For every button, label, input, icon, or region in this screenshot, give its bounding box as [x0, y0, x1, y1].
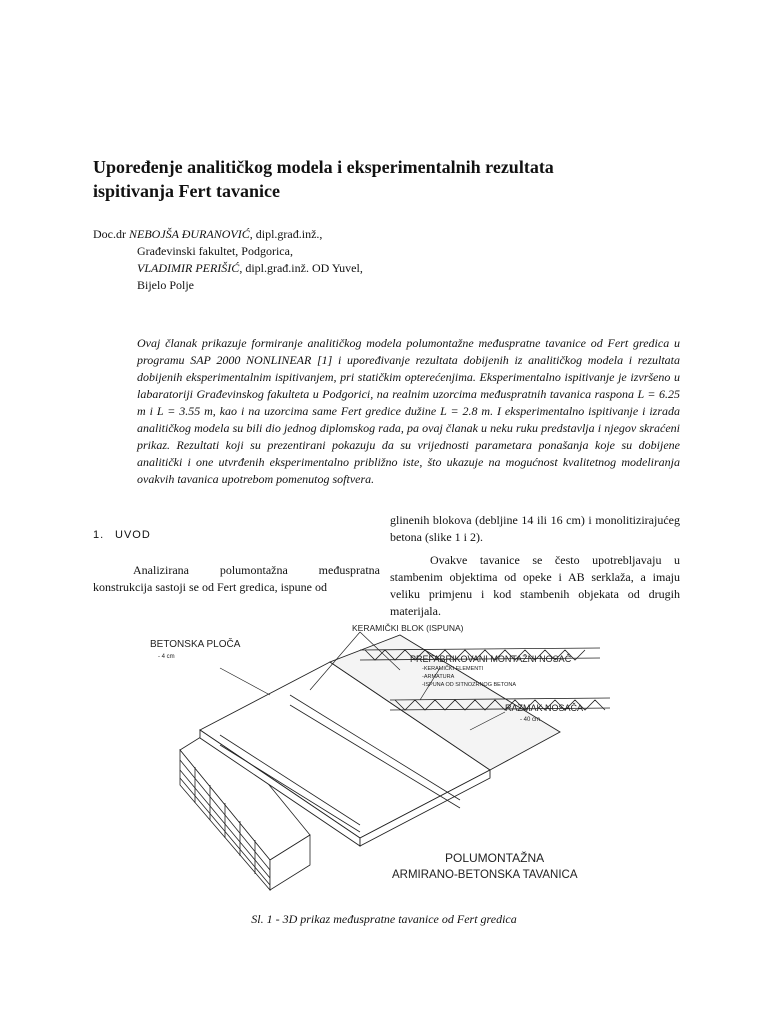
document-title	[93, 155, 653, 203]
floor-drawing	[150, 620, 630, 900]
intro-paragraph-right-1: glinenih blokova (debljine 14 ili 16 cm) i monolitizirajućeg betona (slike 1 i 2).	[390, 513, 680, 544]
left-column	[93, 527, 380, 596]
section-number: 1.	[93, 529, 105, 541]
author-line-2	[93, 260, 363, 277]
title-line-1: Upoređenje analitičkog modela i eksperimentalnih rezultata	[93, 157, 554, 177]
label-razmak-nosaca: RAZMAK NOSAČA	[505, 703, 584, 713]
label-nosac-sub-3: -ISPUNA OD SITNOZRNOG BETONA	[422, 682, 517, 688]
figure-title-line-2: ARMIRANO-BETONSKA TAVANICA	[392, 869, 578, 881]
affiliation-1: Građevinski fakultet, Podgorica,	[137, 244, 293, 258]
author-2-name: VLADIMIR PERIŠIĆ	[137, 261, 240, 275]
figure-caption: Sl. 1 - 3D prikaz međuspratne tavanice od Fert gredica	[251, 912, 517, 926]
intro-paragraph-left: Analizirana polumontažna međuspratna konstrukcija sastoji se od Fert gredica, ispune od	[93, 563, 380, 594]
abstract: Ovaj članak prikazuje formiranje analitičkog modela polumontažne međuspratne tavanice od Fert gredica u programu SAP 2000 NONLINEAR [1] i upoređivanje rezultata dobijenih iz analitičkog modela i rezultata dobijenih eksperimentalnim ispitivanjem, pri statičkim opterećenjima. Eksperimentalno ispitivanje je izvršeno u labaratoriji Građevinskog fakulteta u Podgorici, na realnim uzorcima međuspratnih tavanica raspona L = 6.25 m i L = 3.55 m, kao i na uzorcima same Fert gredice dužine L = 2.8 m. I eksperimentalno ispitivanje i izrada analitičkog modela su bili dio jednog diplomskog rada, pa ovaj članak u neku ruku predstavlja i njegov skraćeni prikaz. Rezultati koji su prezentirani pokazuju da su vrijednosti parametara ponašanja koje su dobijene analitički i one utvrđenih eksperimentalno približno iste, što ukazuje na mogućnost kvalitetnog modeliranja ovakvih tavanica upotrebom pomenutog softvera.	[137, 336, 680, 486]
author-block	[93, 226, 363, 294]
author-1-name: NEBOJŠA ĐURANOVIĆ	[129, 227, 250, 241]
section-title: UVOD	[115, 529, 151, 541]
label-razmak-sub: - 40 cm	[520, 717, 541, 723]
author-prefix: Doc.dr	[93, 227, 129, 241]
label-betonska-ploca: BETONSKA PLOČA	[150, 639, 241, 650]
label-montazni-nosac: PREFABRIKOVANI MONTAŽNI NOSAČ	[410, 654, 572, 664]
floor-structure-figure	[150, 620, 630, 900]
label-nosac-sub-2: -ARMATURA	[422, 674, 455, 680]
right-column	[390, 512, 680, 620]
figure-title-line-1: POLUMONTAŽNA	[445, 851, 545, 865]
label-betonska-ploca-sub: - 4 cm	[158, 654, 175, 660]
section-heading	[93, 527, 380, 544]
author-line-1	[93, 226, 363, 243]
author-1-title: , dipl.građ.inž.,	[249, 227, 323, 241]
author-2-title: , dipl.građ.inž. OD Yuvel,	[239, 261, 363, 275]
intro-paragraph-right-2: Ovakve tavanice se često upotrebljavaju u stambenim objektima od opeke i AB serklaža, a imaju veliku primjenu i kod stambenih objekata od drugih materijala.	[390, 553, 680, 618]
affiliation-2: Bijelo Polje	[137, 278, 194, 292]
label-keramicki-blok: KERAMIČKI BLOK (ISPUNA)	[352, 623, 464, 633]
title-line-2: ispitivanja Fert tavanice	[93, 181, 280, 201]
label-nosac-sub-1: -KERAMIČKI ELEMENTI	[422, 666, 484, 672]
